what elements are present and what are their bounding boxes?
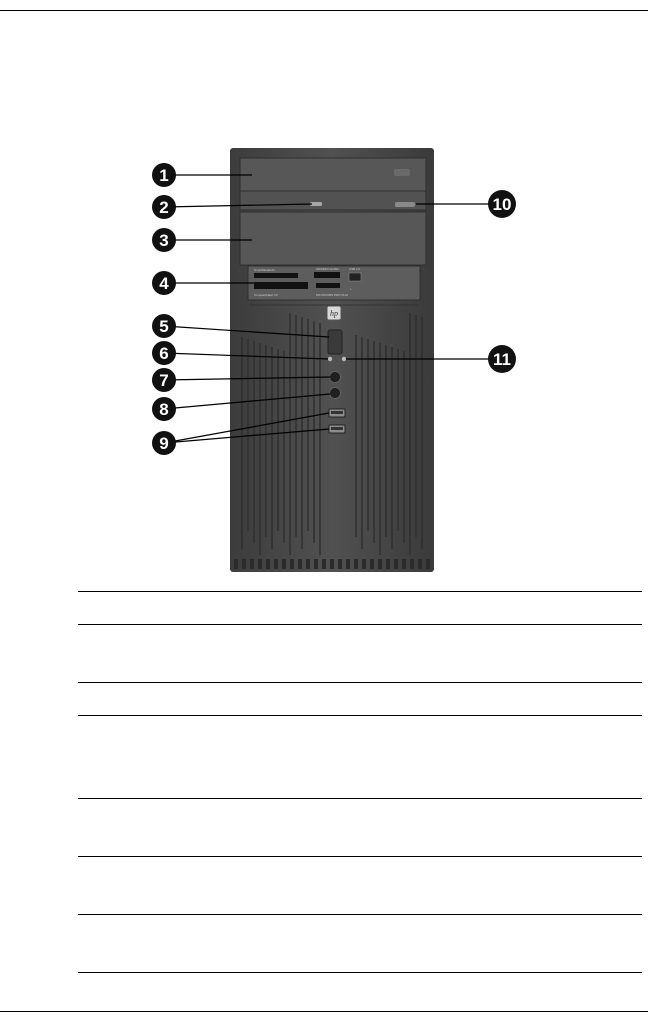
- usb-port-upper-slot: [331, 411, 343, 414]
- base-vent-slot: [370, 559, 374, 569]
- table-rule: [78, 682, 642, 683]
- header-rule: [0, 10, 648, 11]
- base-vent-slot: [266, 559, 270, 569]
- base-vent-slot: [378, 559, 382, 569]
- hp-logo-text: hp: [330, 309, 338, 318]
- table-rule: [78, 624, 642, 625]
- tower-illustration: [130, 145, 530, 585]
- table-rule: [78, 798, 642, 799]
- callout-11-label: 11: [493, 350, 511, 369]
- base-vent-slot: [330, 559, 334, 569]
- optical-drive-bay-lower: [240, 212, 426, 265]
- card-slot-smartmedia[interactable]: [254, 273, 298, 278]
- footer-rule: [0, 1011, 648, 1012]
- base-vent-slot: [346, 559, 350, 569]
- callout-7-label: 7: [159, 371, 169, 390]
- table-rule: [78, 715, 642, 716]
- base-vent-slot: [258, 559, 262, 569]
- base-vent-slot: [426, 559, 430, 569]
- callout-1-label: 1: [159, 166, 169, 185]
- callout-2-label: 2: [159, 198, 169, 217]
- usb-label: USB 2.0: [349, 267, 361, 271]
- base-vent-slot: [242, 559, 246, 569]
- base-vent-slot: [418, 559, 422, 569]
- card-slot-compactflash[interactable]: [254, 282, 308, 289]
- callout-9-label: 9: [159, 434, 169, 453]
- base-vent-slot: [234, 559, 238, 569]
- optical-drive-bezel: [240, 191, 426, 210]
- callout-4-label: 4: [159, 274, 169, 293]
- card-slot-label-b: SD/MMC/miniSD: [316, 267, 339, 271]
- power-led: [328, 357, 332, 361]
- base-vent-slot: [282, 559, 286, 569]
- base-vent-slot: [322, 559, 326, 569]
- headphone-connector[interactable]: [330, 388, 341, 399]
- base-vent-slot: [386, 559, 390, 569]
- usb-symbol-icon: ⇠: [350, 287, 353, 291]
- card-slot-sd[interactable]: [314, 272, 340, 278]
- card-slot-label-a: SmartMedia/xD: [254, 268, 275, 272]
- base-vent-slot: [274, 559, 278, 569]
- table-rule-top: [78, 591, 642, 592]
- base-vent-slot: [306, 559, 310, 569]
- callout-8-label: 8: [159, 400, 169, 419]
- usb-port-lower-slot: [331, 427, 343, 430]
- callout-3-label: 3: [159, 231, 169, 250]
- optical-drive-eject-button[interactable]: [395, 202, 415, 207]
- base-vent-slot: [394, 559, 398, 569]
- base-vent-slot: [290, 559, 294, 569]
- base-vent-slot: [250, 559, 254, 569]
- base-vent-slot: [314, 559, 318, 569]
- card-slot-memorystick[interactable]: [316, 283, 340, 288]
- base-vent-slot: [362, 559, 366, 569]
- callout-10-label: 10: [492, 195, 512, 214]
- callout-6-label: 6: [159, 344, 169, 363]
- table-rule: [78, 914, 642, 915]
- base-vent-slot: [402, 559, 406, 569]
- power-button[interactable]: [328, 330, 342, 354]
- callout-5-label: 5: [159, 317, 169, 336]
- card-slot-label-c: CompactFlash I/II: [254, 293, 278, 297]
- optical-drive-emblem: [394, 169, 410, 176]
- hard-drive-activity-led: [342, 357, 346, 361]
- card-reader-usb-port[interactable]: [349, 273, 361, 281]
- base-vent-slot: [354, 559, 358, 569]
- table-rule: [78, 856, 642, 857]
- computer-front-panel-figure: [130, 145, 530, 585]
- card-slot-label-d: MS PRO/MS PRO DUO: [316, 293, 349, 297]
- base-vent-slot: [298, 559, 302, 569]
- microphone-connector[interactable]: [330, 372, 341, 383]
- table-rule-bottom: [78, 972, 642, 973]
- base-vent-slot: [410, 559, 414, 569]
- base-vent-slot: [338, 559, 342, 569]
